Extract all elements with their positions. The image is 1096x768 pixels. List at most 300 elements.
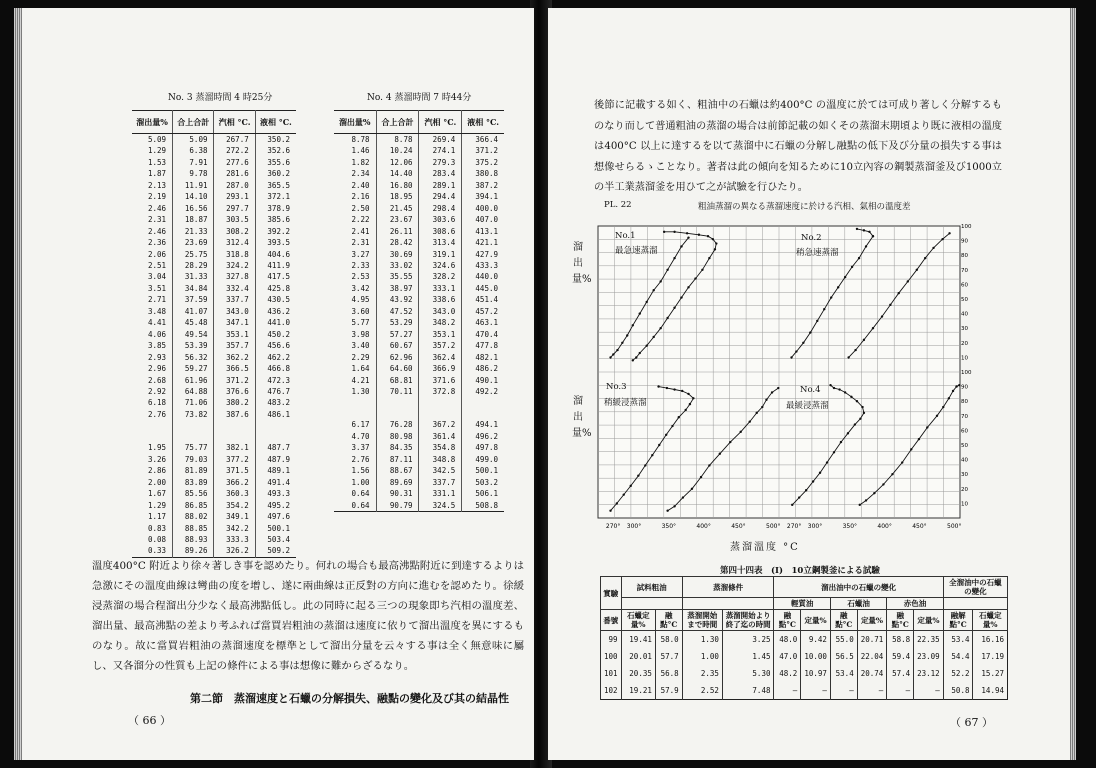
table4-cell: 3.37 xyxy=(334,442,376,453)
table3-cell: 81.89 xyxy=(173,465,214,476)
table44-cell: 3.25 xyxy=(722,631,774,649)
panel3-vapour-point xyxy=(657,385,659,387)
y-tick-label: 40 xyxy=(961,311,968,318)
right-page-number: （ 67 ） xyxy=(950,716,993,729)
table4-row xyxy=(334,386,504,397)
table44-cell: 20.71 xyxy=(857,631,887,649)
table4-cell: 496.2 xyxy=(475,431,498,441)
table4-cell: 38.97 xyxy=(376,283,419,294)
table3-cell: 2.31 xyxy=(132,214,173,225)
table44-cell: 53.4 xyxy=(830,665,857,682)
table4-cell: 2.41 xyxy=(334,226,376,237)
table3-cell: 456.6 xyxy=(267,341,290,351)
y-tick-label: 70 xyxy=(961,267,968,274)
panel2-liquid-point xyxy=(924,257,926,259)
table3-cell: 56.32 xyxy=(173,352,214,363)
y-tick-label: 40 xyxy=(961,457,968,464)
table44-cell: 10.00 xyxy=(801,648,831,665)
table44-cell: 16.16 xyxy=(973,631,1008,649)
table4-cell: 440.0 xyxy=(475,272,498,282)
panel4-liquid-point xyxy=(942,406,944,408)
table4-cell: 4.95 xyxy=(334,294,376,305)
panel4-vapour-point xyxy=(798,496,800,498)
table3-cell: 41.07 xyxy=(173,306,214,317)
table44-cell: 20.74 xyxy=(857,665,887,682)
panel3-vapour-point xyxy=(630,485,632,487)
table3-cell: 376.6 xyxy=(214,386,255,397)
panel3-vapour-point xyxy=(665,434,667,436)
table3-cell: 380.2 xyxy=(214,397,255,408)
x-tick-label: 400° xyxy=(877,523,892,530)
table4-cell: 43.92 xyxy=(376,294,419,305)
table3-cell: 5.09 xyxy=(173,134,214,146)
table3-cell: 353.1 xyxy=(214,329,255,340)
table3-cell: 500.1 xyxy=(267,523,290,533)
table3-row xyxy=(132,317,296,328)
table44-cell: 22.35 xyxy=(914,631,944,649)
chart-title: 粗油蒸溜の異なる蒸溜速度に於ける汽相、氣相の溫度差 xyxy=(698,202,911,212)
table3-cell: 3.26 xyxy=(132,454,173,465)
table4-row xyxy=(334,168,504,179)
y-tick-label: 60 xyxy=(961,428,968,435)
row-head-2: 番號 xyxy=(601,610,622,631)
table3-cell: 349.1 xyxy=(214,511,255,522)
panel4-vapour-point xyxy=(847,432,849,434)
table4-row xyxy=(334,191,504,202)
panel3-liquid-point xyxy=(708,464,710,466)
table3-cell: 2.93 xyxy=(132,352,173,363)
group-crude: 試料粗油 xyxy=(621,577,682,598)
table3-row xyxy=(132,180,296,191)
panel1-vapour-point xyxy=(666,269,668,271)
table3-row xyxy=(132,294,296,305)
panel3-vapour-point xyxy=(623,493,625,495)
table4-cell: 348.8 xyxy=(419,454,462,465)
table3-cell: 75.77 xyxy=(173,442,214,453)
table4-cell: 367.2 xyxy=(419,419,462,430)
y-tick-label: 90 xyxy=(961,384,968,391)
panel3-vapour-point xyxy=(673,388,675,390)
table44-cell: 23.12 xyxy=(914,665,944,682)
left-paragraph: 溫度400°C 附近より徐々著しき事を認めたり。何れの場合も最高沸點附近に到達するよりは急激にその溫度曲線は彎曲の度を增し、遂に兩曲線は正反對の方向に進むを認めたり。徐緩浸蒸溜の場合程溜出分少なく最高沸點低し。此の同時に起る三つの現象即ち汽相の溫度差、溜出量、最高沸點の差より考ふれば當買岩粗油の蒸溜は速度に依りて溜出溫度を異にするものなり。故に當買岩粗油の蒸溜速度を標準として溜出分量を云々する事は全く無意味に屬し、又各溜分の性質も上記の條件による事は想像に難からざるなり。 xyxy=(92,560,524,672)
panel3-liquid-point xyxy=(691,488,693,490)
panel1-vapour-point xyxy=(639,312,641,314)
table44-cell: 10.97 xyxy=(801,665,831,682)
table4-cell: 407.0 xyxy=(475,215,498,225)
table3-cell: 382.1 xyxy=(214,442,255,453)
panel1-vapour-point xyxy=(673,257,675,259)
x-tick-label: 350° xyxy=(842,523,858,530)
table44-cell: 58.0 xyxy=(655,631,682,649)
table4-gap-row xyxy=(334,397,504,419)
panel2-label: No.2 xyxy=(801,233,822,243)
table3-row xyxy=(132,203,296,214)
table3-cell: 45.48 xyxy=(173,317,214,328)
panel2-vapour-point xyxy=(816,320,818,322)
table44-cell: 19.21 xyxy=(621,682,655,700)
table44-cell: 14.94 xyxy=(973,682,1008,700)
table44 xyxy=(600,576,1008,700)
table4-cell: 16.80 xyxy=(376,180,419,191)
table4-cell: 477.8 xyxy=(475,341,498,351)
table3-cell: 0.08 xyxy=(132,534,173,545)
table3-cell: 64.88 xyxy=(173,386,214,397)
panel1-vapour-point xyxy=(626,334,628,336)
table3-row xyxy=(132,191,296,202)
table3-cell: 89.26 xyxy=(173,545,214,557)
table3-cell: 1.95 xyxy=(132,442,173,453)
table4-cell: 371.6 xyxy=(419,375,462,386)
panel2-liquid-point xyxy=(854,349,856,351)
table3-cell: 371.5 xyxy=(214,465,255,476)
table3-gap-row xyxy=(132,420,296,442)
table4-cell: 343.0 xyxy=(419,306,462,317)
table44-cell: 57.9 xyxy=(655,682,682,700)
table3-cell: 342.2 xyxy=(214,523,255,534)
panel1-liquid-point xyxy=(698,234,700,236)
row-head-1: 實驗 xyxy=(601,577,622,610)
table4-cell: 57.27 xyxy=(376,329,419,340)
table3-cell: 1.67 xyxy=(132,488,173,499)
table3-cell: 303.5 xyxy=(214,214,255,225)
table4-cell: 8.78 xyxy=(376,134,419,146)
table44-cell: — xyxy=(830,682,857,700)
table4-cell: 324.6 xyxy=(419,260,462,271)
panel2-vapour-point xyxy=(865,245,867,247)
panel4-liquid-point xyxy=(948,397,950,399)
table4-cell: 88.67 xyxy=(376,465,419,476)
table4-row xyxy=(334,214,504,225)
table3-cell: 297.7 xyxy=(214,203,255,214)
table44-cell: 54.4 xyxy=(943,648,973,665)
table3-cell: 2.46 xyxy=(132,203,173,214)
table3-cell: 493.3 xyxy=(267,489,290,499)
panel3-note: 稍緩浸蒸溜 xyxy=(604,398,647,408)
table3-cell: 411.9 xyxy=(267,260,290,270)
table3-cell: 487.7 xyxy=(267,443,290,453)
group-conditions: 蒸溜條件 xyxy=(682,577,774,598)
panel3-liquid-point xyxy=(700,476,702,478)
table4-cell: 463.1 xyxy=(475,318,498,328)
panel4-liquid-point xyxy=(891,473,893,475)
table3-row xyxy=(132,465,296,476)
table3-row xyxy=(132,237,296,248)
panel3-liquid-point xyxy=(777,387,779,389)
table3-cell: 392.2 xyxy=(267,226,290,236)
table3-cell: 73.82 xyxy=(173,409,214,420)
table4-cell: 1.30 xyxy=(334,386,376,397)
table3-cell: 2.86 xyxy=(132,465,173,476)
table3-cell: 4.41 xyxy=(132,317,173,328)
table4-cell: 387.2 xyxy=(475,180,498,190)
y-tick-label: 80 xyxy=(961,399,968,406)
table4-cell: 10.24 xyxy=(376,145,419,156)
table4-cell: 6.17 xyxy=(334,419,376,430)
table4-cell: 490.1 xyxy=(475,375,498,385)
table44-subheader: 石蠟定量% xyxy=(973,610,1008,631)
table4-header: 液相 °C. xyxy=(462,111,504,134)
sub-wax-oil: 石蠟油 xyxy=(830,598,886,610)
table3-cell: 2.96 xyxy=(132,363,173,374)
table44-cell: 47.0 xyxy=(774,648,801,665)
panel2-vapour-point xyxy=(837,286,839,288)
table4-cell: 338.6 xyxy=(419,294,462,305)
panel3-vapour-point xyxy=(681,390,683,392)
table4-cell: 3.60 xyxy=(334,306,376,317)
panel1-liquid-point xyxy=(714,248,716,250)
table3-cell: 0.83 xyxy=(132,523,173,534)
x-tick-label: 270° xyxy=(605,523,621,530)
table4-cell: 8.78 xyxy=(334,134,376,146)
table4-row xyxy=(334,283,504,294)
panel3-vapour-point xyxy=(671,425,673,427)
chart-xlabel: 蒸溜溫度 °C xyxy=(730,542,800,553)
panel1-liquid-point xyxy=(694,277,696,279)
table4-row xyxy=(334,477,504,488)
table3-cell: 347.1 xyxy=(214,317,255,328)
table3-row xyxy=(132,271,296,282)
panel2-liquid-point xyxy=(916,269,918,271)
panel2-liquid-point xyxy=(898,292,900,294)
table4-cell: 354.8 xyxy=(419,442,462,453)
x-tick-label: 350° xyxy=(661,523,677,530)
table3-cell: 326.2 xyxy=(214,545,255,557)
table44-cell: — xyxy=(887,682,914,700)
table44-subheader: 融點°C xyxy=(830,610,857,631)
table44-cell: 52.2 xyxy=(943,665,973,682)
table3-cell: 430.5 xyxy=(267,295,290,305)
table3-cell: 1.29 xyxy=(132,500,173,511)
table3-cell: 2.92 xyxy=(132,386,173,397)
panel3-liquid-point xyxy=(719,453,721,455)
table44-cell: 56.5 xyxy=(830,648,857,665)
panel4-vapour-point xyxy=(854,423,856,425)
table44-cell: 1.45 xyxy=(722,648,774,665)
table3-cell: 277.6 xyxy=(214,157,255,168)
panel1-vapour-point xyxy=(609,356,611,358)
table4-cell: 1.56 xyxy=(334,465,376,476)
table3-cell: 489.1 xyxy=(267,466,290,476)
table4-cell: 35.55 xyxy=(376,271,419,282)
panel3-vapour-point xyxy=(678,416,680,418)
table44-cell: 17.19 xyxy=(973,648,1008,665)
table3-cell: 332.4 xyxy=(214,283,255,294)
table3-cell: 352.6 xyxy=(267,146,290,156)
table4-row xyxy=(334,454,504,465)
table4-cell: 1.46 xyxy=(334,145,376,156)
panel1-vapour-point xyxy=(621,342,623,344)
plate-label: PL. 22 xyxy=(604,200,632,210)
sub-red-oil: 赤色油 xyxy=(887,598,943,610)
panel2-liquid-point xyxy=(948,232,950,234)
table44-subheader: 定量% xyxy=(857,610,887,631)
panel3-vapour-point xyxy=(609,510,611,512)
panel3-vapour-point xyxy=(692,397,694,399)
left-page xyxy=(22,8,534,760)
table3-cell: 1.29 xyxy=(132,145,173,156)
table3-cell: 487.9 xyxy=(267,454,290,464)
table3-cell: 85.56 xyxy=(173,488,214,499)
table4-cell: 1.82 xyxy=(334,157,376,168)
table3-cell: 308.2 xyxy=(214,226,255,237)
table4-cell: 2.34 xyxy=(334,168,376,179)
table44-cell: 56.8 xyxy=(655,665,682,682)
table4-cell: 283.4 xyxy=(419,168,462,179)
table4-cell: 53.29 xyxy=(376,317,419,328)
panel1-liquid-point xyxy=(646,345,648,347)
panel3-liquid-point xyxy=(749,420,751,422)
y-tick-label: 30 xyxy=(961,472,968,479)
table4-row xyxy=(334,237,504,248)
table4-cell: 361.4 xyxy=(419,431,462,442)
table3-cell: 378.9 xyxy=(267,203,290,213)
table3-row xyxy=(132,500,296,511)
panel1-liquid-point xyxy=(707,235,709,237)
table3-cell: 2.36 xyxy=(132,237,173,248)
table44-row xyxy=(601,631,1008,649)
table4-cell: 366.9 xyxy=(419,363,462,374)
table3-cell: 16.56 xyxy=(173,203,214,214)
panel2-turn-point xyxy=(868,231,870,233)
table44-cell: 57.4 xyxy=(887,665,914,682)
table4-row xyxy=(334,431,504,442)
panel3-vapour-point xyxy=(651,454,653,456)
table3-cell: 37.59 xyxy=(173,294,214,305)
table3-cell: 53.39 xyxy=(173,340,214,351)
group-distillate-wax: 溜出油中の石蠟の變化 xyxy=(774,577,943,598)
panel1-liquid-point xyxy=(639,352,641,354)
table4-cell: 80.98 xyxy=(376,431,419,442)
table4-cell: 60.67 xyxy=(376,340,419,351)
table3-cell: 88.93 xyxy=(173,534,214,545)
table3-row xyxy=(132,534,296,545)
table3-cell: 2.46 xyxy=(132,226,173,237)
table3-cell: 318.8 xyxy=(214,249,255,260)
y-tick-label: 100 xyxy=(961,370,972,376)
table4-header: 汽相 °C. xyxy=(419,111,462,134)
table4-cell: 337.7 xyxy=(419,477,462,488)
table4-cell: 84.35 xyxy=(376,442,419,453)
panel3-liquid-point xyxy=(771,391,773,393)
y-tick-label: 90 xyxy=(961,238,968,245)
panel1-vapour-point xyxy=(687,236,689,238)
panel1-vapour-point xyxy=(646,301,648,303)
table44-cell: 1.30 xyxy=(682,631,722,649)
table3-cell: 11.91 xyxy=(173,180,214,191)
table4-cell: 433.3 xyxy=(475,260,498,270)
table4-cell: 4.21 xyxy=(334,375,376,386)
table4-cell: 2.76 xyxy=(334,454,376,465)
table3-cell: 14.10 xyxy=(173,191,214,202)
table4-cell: 21.45 xyxy=(376,203,419,214)
table4-cell: 492.2 xyxy=(475,386,498,396)
table4-cell: 30.69 xyxy=(376,249,419,260)
panel2-turn-point xyxy=(863,229,865,231)
table4-cell: 70.11 xyxy=(376,386,419,397)
panel1-vapour-point xyxy=(659,280,661,282)
table4-cell: 2.33 xyxy=(334,260,376,271)
table44-cell: 99 xyxy=(601,631,622,649)
panel3-liquid-point xyxy=(740,431,742,433)
y-tick-label: 70 xyxy=(961,413,968,420)
panel4-liquid-point xyxy=(901,461,903,463)
panel2-liquid-point xyxy=(941,238,943,240)
panel3-liquid-point xyxy=(682,496,684,498)
table4-cell: 5.77 xyxy=(334,317,376,328)
table44-cell: 2.52 xyxy=(682,682,722,700)
panel3-vapour-point xyxy=(644,464,646,466)
table4-row xyxy=(334,260,504,271)
table4-row xyxy=(334,317,504,328)
panel4-liquid-point xyxy=(936,415,938,417)
panel1-liquid-point xyxy=(712,238,714,240)
table4-cell: 500.1 xyxy=(475,466,498,476)
panel2-vapour-point xyxy=(823,308,825,310)
table3-cell: 2.68 xyxy=(132,375,173,386)
table4-cell: 3.40 xyxy=(334,340,376,351)
table3-cell: 61.96 xyxy=(173,375,214,386)
table3-cell: 86.85 xyxy=(173,500,214,511)
table4-cell: 0.64 xyxy=(334,488,376,499)
table3-cell: 360.2 xyxy=(267,169,290,179)
table4-cell: 331.1 xyxy=(419,488,462,499)
table44-cell: 20.01 xyxy=(621,648,655,665)
table4-cell: 308.6 xyxy=(419,226,462,237)
y-tick-label: 10 xyxy=(961,355,968,362)
table3-cell: 337.7 xyxy=(214,294,255,305)
panel1-label: No.1 xyxy=(615,231,636,241)
table4-cell: 328.2 xyxy=(419,271,462,282)
table44-subheader: 融解點°C xyxy=(943,610,973,631)
table4-caption: No. 4 蒸溜時間 7 時44分 xyxy=(367,93,472,103)
table4-cell: 333.1 xyxy=(419,283,462,294)
table4-cell: 353.1 xyxy=(419,329,462,340)
table4-row xyxy=(334,329,504,340)
table3-cell: 450.2 xyxy=(267,329,290,339)
panel4-liquid-point xyxy=(918,438,920,440)
table44-cell: 58.8 xyxy=(887,631,914,649)
table44-row xyxy=(601,648,1008,665)
table44-row xyxy=(601,665,1008,682)
table4-header: 溜出量% xyxy=(334,111,376,134)
table3-cell: 25.75 xyxy=(173,249,214,260)
table3-cell: 417.5 xyxy=(267,272,290,282)
table4-cell: 279.3 xyxy=(419,157,462,168)
panel1-liquid-point xyxy=(673,307,675,309)
table44-cell: — xyxy=(774,682,801,700)
table44-cell: 50.8 xyxy=(943,682,973,700)
table4-row xyxy=(334,294,504,305)
table3-cell: 49.54 xyxy=(173,329,214,340)
table4-row xyxy=(334,180,504,191)
table44-cell: 102 xyxy=(601,682,622,700)
table4-cell: 2.53 xyxy=(334,271,376,282)
table4-cell: 298.4 xyxy=(419,203,462,214)
table3-row xyxy=(132,306,296,317)
panel4-vapour-point xyxy=(791,504,793,506)
chart-ylabel-bottom: 溜出量% xyxy=(572,396,592,439)
table4-cell: 451.4 xyxy=(475,295,498,305)
table4-cell: 427.9 xyxy=(475,249,498,259)
table3-cell: 3.85 xyxy=(132,340,173,351)
table44-cell: — xyxy=(914,682,944,700)
table4-cell: 445.0 xyxy=(475,283,498,293)
x-tick-label: 300° xyxy=(807,523,823,530)
panel2-liquid-point xyxy=(932,247,934,249)
table4-cell: 12.06 xyxy=(376,157,419,168)
table4-cell: 47.52 xyxy=(376,306,419,317)
panel1-vapour-point xyxy=(612,353,614,355)
